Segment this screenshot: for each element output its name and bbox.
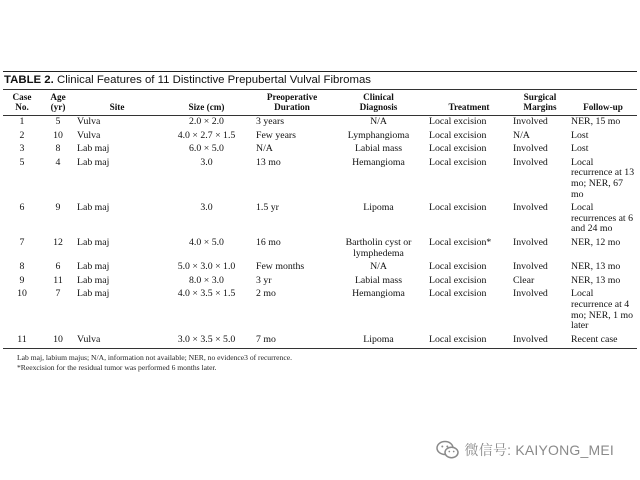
cell-follow-up: Local recurrence at 13 mo; NER, 67 mo xyxy=(571,156,635,200)
cell-case-no: 7 xyxy=(19,236,25,248)
cell-diagnosis: N/A xyxy=(370,116,387,127)
cell-age: 10 xyxy=(53,333,63,345)
cell-age: 9 xyxy=(55,202,61,214)
cell-site: Vulva xyxy=(77,333,101,345)
table-row xyxy=(3,288,637,333)
cell-margins: Involved xyxy=(513,156,548,168)
cell-case-no: 8 xyxy=(19,261,25,273)
cell-duration: 1.5 yr xyxy=(256,202,279,214)
cell-treatment: Local excision xyxy=(429,288,487,300)
header-diagnosis-line: Diagnosis xyxy=(359,102,398,112)
cell-diagnosis: Hemangioma xyxy=(352,156,405,168)
cell-diagnosis: Lipoma xyxy=(363,333,394,345)
cell-duration: 7 mo xyxy=(256,333,276,345)
cell-duration: 3 years xyxy=(256,116,285,127)
cell-site: Lab maj xyxy=(77,143,110,155)
cell-site: Lab maj xyxy=(77,236,110,248)
cell-size: 6.0 × 5.0 xyxy=(189,143,224,155)
table-title: Clinical Features of 11 Distinctive Prepubertal Vulval Fibromas xyxy=(56,74,371,86)
header-case-no-line: Case xyxy=(12,92,32,102)
cell-treatment: Local excision* xyxy=(429,236,492,248)
cell-age: 5 xyxy=(55,116,61,127)
table-container xyxy=(3,71,637,373)
cell-treatment: Local excision xyxy=(429,129,487,141)
cell-size: 4.0 × 3.5 × 1.5 xyxy=(177,288,236,300)
cell-margins: Involved xyxy=(513,116,548,127)
cell-duration: Few months xyxy=(256,261,305,273)
cell-follow-up: Local recurrences at 6 and 24 mo xyxy=(571,202,634,235)
header-case-no xyxy=(3,90,41,116)
cell-site: Lab maj xyxy=(77,288,110,300)
header-treatment xyxy=(427,90,511,116)
cell-duration: Few years xyxy=(256,129,296,141)
cell-age: 4 xyxy=(55,156,61,168)
table-row xyxy=(3,275,637,289)
cell-diagnosis: Bartholin cyst or lymphedema xyxy=(345,236,412,259)
footnote-reexcision: *Reexcision for the residual tumor was performed 6 months later. xyxy=(17,363,217,373)
header-size-line: Size (cm) xyxy=(188,102,225,112)
cell-margins: Involved xyxy=(513,288,548,300)
cell-margins: Clear xyxy=(513,274,535,286)
cell-case-no: 11 xyxy=(17,333,27,345)
cell-case-no: 5 xyxy=(19,156,25,168)
table-caption xyxy=(3,72,637,89)
footnote-abbreviations: Lab maj, labium majus; N/A, information not available; NER, no evidence3 of recurrence. xyxy=(17,353,292,363)
cell-site: Lab maj xyxy=(77,156,110,168)
cell-diagnosis: Labial mass xyxy=(354,143,403,155)
table-row xyxy=(3,334,637,349)
table-label: TABLE 2. xyxy=(4,74,54,86)
cell-site: Lab maj xyxy=(77,202,110,214)
header-age-line: (yr) xyxy=(50,102,66,112)
cell-diagnosis: Lipoma xyxy=(363,202,394,214)
header-diagnosis-line: Clinical xyxy=(363,92,394,102)
watermark xyxy=(436,440,614,460)
header-size xyxy=(159,90,254,116)
cell-margins: Involved xyxy=(513,261,548,273)
watermark-text: 微信号: KAIYONG_MEI xyxy=(464,442,614,458)
header-duration-line: Preoperative xyxy=(266,92,318,102)
cell-follow-up: Lost xyxy=(571,129,589,141)
cell-diagnosis: Labial mass xyxy=(354,274,403,286)
header-margins xyxy=(511,90,569,116)
cell-follow-up: NER, 12 mo xyxy=(571,236,621,248)
table-row xyxy=(3,143,637,157)
cell-follow-up: NER, 13 mo xyxy=(571,274,621,286)
header-margins-line: Surgical xyxy=(523,92,557,102)
header-diagnosis xyxy=(330,90,427,116)
cell-site: Vulva xyxy=(77,116,101,127)
header-duration-line: Duration xyxy=(274,102,310,112)
cell-follow-up: Lost xyxy=(571,143,589,155)
cell-duration: 2 mo xyxy=(256,288,276,300)
cell-size: 3.0 xyxy=(200,202,213,214)
cell-treatment: Local excision xyxy=(429,261,487,273)
header-duration xyxy=(254,90,330,116)
cell-age: 11 xyxy=(53,274,63,286)
cell-site: Vulva xyxy=(77,129,101,141)
cell-case-no: 3 xyxy=(19,143,25,155)
cell-follow-up: Local recurrence at 4 mo; NER, 1 mo later xyxy=(571,288,634,332)
table-row xyxy=(3,261,637,275)
wechat-icon xyxy=(436,440,460,460)
table-row xyxy=(3,157,637,202)
cell-size: 4.0 × 2.7 × 1.5 xyxy=(177,129,236,141)
table-body xyxy=(3,116,637,349)
cell-age: 8 xyxy=(55,143,61,155)
cell-diagnosis: Hemangioma xyxy=(352,288,405,300)
cell-margins: Involved xyxy=(513,202,548,214)
table-row xyxy=(3,202,637,237)
table-row xyxy=(3,237,637,261)
header-row xyxy=(3,90,637,116)
cell-diagnosis: Lymphangioma xyxy=(347,129,410,141)
cell-size: 8.0 × 3.0 xyxy=(189,274,224,286)
cell-margins: Involved xyxy=(513,143,548,155)
cell-case-no: 6 xyxy=(19,202,25,214)
cell-margins: Involved xyxy=(513,236,548,248)
cell-size: 4.0 × 5.0 xyxy=(189,236,224,248)
cell-case-no: 9 xyxy=(19,274,25,286)
header-site-line: Site xyxy=(109,102,125,112)
cell-duration: N/A xyxy=(256,143,273,155)
cell-age: 12 xyxy=(53,236,63,248)
cell-site: Lab maj xyxy=(77,274,110,286)
cell-duration: 16 mo xyxy=(256,236,281,248)
table-row xyxy=(3,130,637,144)
cell-size: 2.0 × 2.0 xyxy=(189,116,224,127)
header-age xyxy=(41,90,75,116)
cell-case-no: 2 xyxy=(19,129,25,141)
cell-follow-up: NER, 15 mo xyxy=(571,116,621,127)
cell-margins: N/A xyxy=(513,129,530,141)
cell-treatment: Local excision xyxy=(429,143,487,155)
table-row xyxy=(3,116,637,130)
cell-case-no: 1 xyxy=(19,116,25,127)
header-case-no-line: No. xyxy=(15,102,29,112)
cell-treatment: Local excision xyxy=(429,156,487,168)
cell-age: 7 xyxy=(55,288,61,300)
header-follow-up xyxy=(569,90,637,116)
cell-diagnosis: N/A xyxy=(370,261,387,273)
header-age-line: Age xyxy=(50,92,66,102)
cell-treatment: Local excision xyxy=(429,274,487,286)
cell-margins: Involved xyxy=(513,333,548,345)
cell-treatment: Local excision xyxy=(429,333,487,345)
cell-age: 6 xyxy=(55,261,61,273)
cell-case-no: 10 xyxy=(17,288,27,300)
cell-size: 5.0 × 3.0 × 1.0 xyxy=(177,261,236,273)
cell-size: 3.0 xyxy=(200,156,213,168)
cell-treatment: Local excision xyxy=(429,116,487,127)
cell-duration: 3 yr xyxy=(256,274,272,286)
header-treatment-line: Treatment xyxy=(448,102,490,112)
header-margins-line: Margins xyxy=(523,102,557,112)
header-site xyxy=(75,90,159,116)
table-footnotes xyxy=(3,348,637,373)
cell-follow-up: NER, 13 mo xyxy=(571,261,621,273)
cell-treatment: Local excision xyxy=(429,202,487,214)
cell-site: Lab maj xyxy=(77,261,110,273)
clinical-features-table xyxy=(3,90,637,348)
cell-size: 3.0 × 3.5 × 5.0 xyxy=(177,333,236,345)
cell-duration: 13 mo xyxy=(256,156,281,168)
cell-follow-up: Recent case xyxy=(571,333,618,345)
cell-age: 10 xyxy=(53,129,63,141)
header-follow-up-line: Follow-up xyxy=(583,102,623,112)
